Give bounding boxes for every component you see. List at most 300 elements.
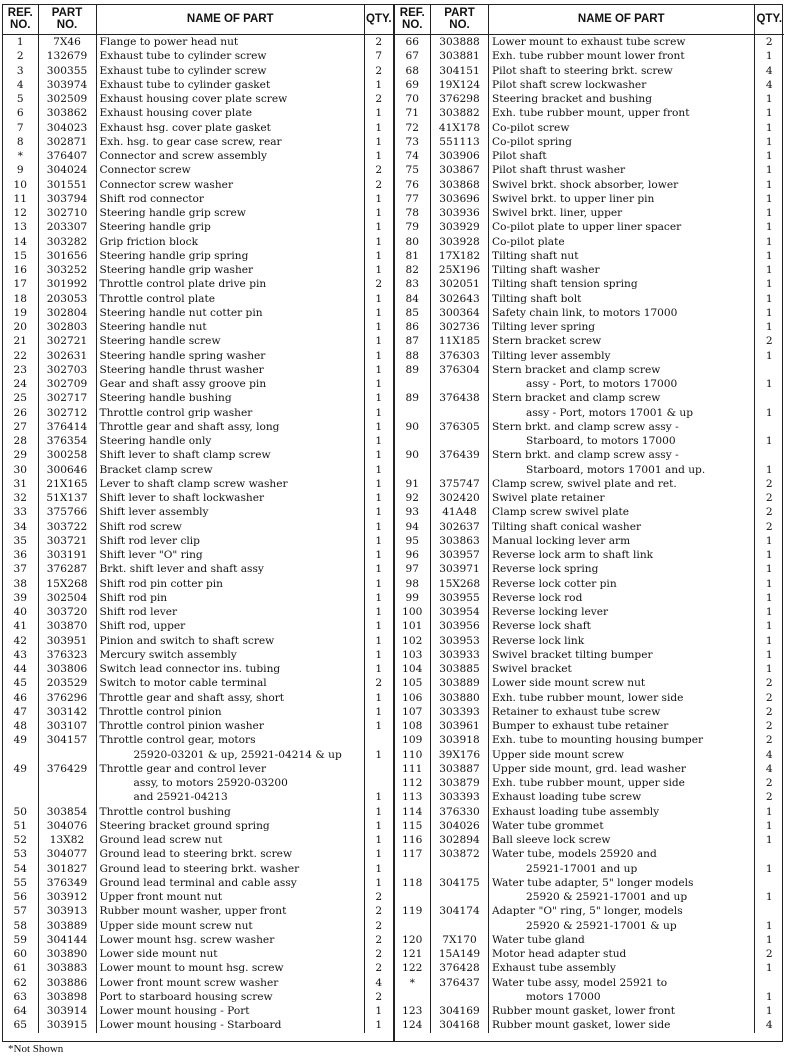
qty-cell: 1 <box>365 491 393 505</box>
part-name-text: Pilot shaft screw lockwasher <box>492 78 647 91</box>
part-no-cell: 303928 <box>431 235 489 249</box>
qty-cell: 1 <box>754 320 784 334</box>
part-no-cell: 302803 <box>38 320 96 334</box>
parts-rows-right <box>395 35 785 1033</box>
qty-cell: 4 <box>365 976 393 990</box>
ref-no-cell: 114 <box>402 805 423 818</box>
table-row <box>395 548 785 562</box>
part-name-text: Stern brkt. and clamp screw assy - <box>492 449 679 462</box>
part-name-text: Water tube grommet <box>492 819 604 832</box>
qty-cell: 1 <box>754 591 784 605</box>
table-row <box>3 92 393 106</box>
ref-no-cell: 78 <box>405 207 419 219</box>
ref-no-cell: 30 <box>13 463 27 476</box>
qty-cell: 1 <box>365 691 393 705</box>
ref-no-cell: 123 <box>402 1005 423 1017</box>
part-name-cell <box>96 648 365 662</box>
table-row <box>3 691 393 705</box>
part-name-text: Shift rod, upper <box>99 620 186 633</box>
ref-no-cell <box>3 776 38 790</box>
part-name-text: Adapter "O" ring, 5" longer, models <box>492 905 683 918</box>
qty-cell: 2 <box>365 277 393 291</box>
part-no-cell <box>431 862 489 876</box>
part-no-cell: 302712 <box>38 406 96 420</box>
parts-table-right <box>395 5 785 1033</box>
qty-cell: 2 <box>365 890 393 904</box>
qty-cell: 1 <box>365 534 393 548</box>
table-row <box>3 363 393 377</box>
qty-cell: 1 <box>365 78 393 92</box>
ref-no-cell: 119 <box>402 905 423 918</box>
part-no-cell: 303886 <box>38 976 96 990</box>
ref-no-cell: 112 <box>402 777 423 789</box>
qty-cell: 1 <box>365 235 393 249</box>
part-name-cell <box>489 420 755 434</box>
part-no-cell: 304151 <box>431 64 489 78</box>
table-row <box>395 135 785 149</box>
part-name-text: Pinion and switch to shaft screw <box>99 634 275 647</box>
part-name-text: Throttle control pinion washer <box>99 720 264 732</box>
table-row <box>395 961 785 975</box>
ref-no-cell: 21 <box>13 335 27 348</box>
part-no-cell: 376305 <box>431 420 489 434</box>
part-name-cell <box>96 990 365 1004</box>
part-no-cell: 15A149 <box>431 947 489 961</box>
part-name-cell <box>489 705 755 719</box>
qty-cell: 1 <box>365 292 393 306</box>
part-no-cell: 203529 <box>38 676 96 690</box>
part-name-cell <box>96 363 365 377</box>
part-no-cell: 302509 <box>38 92 96 106</box>
table-row <box>395 562 785 576</box>
ref-no-cell <box>395 990 431 1004</box>
qty-cell: 1 <box>365 862 393 876</box>
part-name-text: 25920 & 25921-17001 & up <box>526 919 677 932</box>
part-name-cell <box>96 762 365 776</box>
table-row <box>3 220 393 234</box>
part-name-text: Throttle gear and shaft assy, long <box>99 420 280 433</box>
qty-cell: 1 <box>754 648 784 662</box>
table-row <box>3 320 393 334</box>
qty-cell: 1 <box>365 805 393 819</box>
qty-cell <box>754 847 784 861</box>
part-no-cell: 39X176 <box>431 748 489 762</box>
table-row <box>395 990 785 1004</box>
table-row <box>395 619 785 633</box>
part-name-cell <box>96 92 365 106</box>
qty-cell: 1 <box>365 363 393 377</box>
table-row <box>395 719 785 733</box>
table-row <box>395 192 785 206</box>
part-name-cell <box>489 306 755 320</box>
part-no-cell: 303867 <box>431 163 489 177</box>
ref-no-cell: 76 <box>405 178 419 191</box>
part-no-cell: 302710 <box>38 206 96 220</box>
qty-cell: 2 <box>365 92 393 106</box>
part-name-text: Connector and screw assembly <box>99 150 267 162</box>
part-name-text: Lower side mount screw nut <box>492 677 646 690</box>
table-row <box>3 619 393 633</box>
part-name-cell <box>489 748 755 762</box>
part-no-cell: 551113 <box>431 135 489 149</box>
part-no-cell: 376298 <box>431 92 489 106</box>
part-no-cell: 303915 <box>38 1018 96 1032</box>
part-name-text: Exhaust tube to cylinder gasket <box>99 78 271 91</box>
table-row <box>395 691 785 705</box>
table-row <box>3 463 393 477</box>
qty-cell: 1 <box>754 149 784 163</box>
footnote-not-shown: *Not Shown <box>8 1043 64 1055</box>
part-name-cell <box>489 263 755 277</box>
qty-cell: 1 <box>365 463 393 477</box>
part-name-cell <box>96 619 365 633</box>
qty-cell: 1 <box>365 520 393 534</box>
part-name-cell <box>489 320 755 334</box>
part-no-cell: 303912 <box>38 890 96 904</box>
qty-cell: 1 <box>365 206 393 220</box>
part-no-cell: 303918 <box>431 733 489 747</box>
part-name-cell <box>489 990 755 1004</box>
table-row <box>395 976 785 990</box>
table-row <box>3 605 393 619</box>
ref-no-cell: 58 <box>13 919 27 932</box>
part-name-text: Water tube gland <box>492 933 585 946</box>
part-name-cell <box>96 434 365 448</box>
qty-cell: 1 <box>754 1004 784 1018</box>
table-row <box>395 149 785 163</box>
qty-cell: 2 <box>754 733 784 747</box>
part-no-cell: 300355 <box>38 64 96 78</box>
parts-table-right-half <box>393 5 785 1041</box>
part-name-cell <box>489 904 755 918</box>
qty-cell <box>365 762 393 776</box>
qty-cell: 1 <box>365 1018 393 1032</box>
table-row <box>395 420 785 434</box>
table-row <box>3 391 393 405</box>
qty-cell: 1 <box>365 648 393 662</box>
table-row <box>3 163 393 177</box>
table-row <box>3 334 393 348</box>
table-row <box>3 904 393 918</box>
part-name-cell <box>489 92 755 106</box>
parts-list-sheet <box>2 4 783 1042</box>
part-name-text: Pilot shaft to steering brkt. screw <box>492 64 673 77</box>
part-name-text: Tilting shaft bolt <box>492 292 582 305</box>
ref-no-cell: 24 <box>13 378 27 390</box>
ref-no-cell: 73 <box>405 135 419 148</box>
part-no-cell <box>38 776 96 790</box>
ref-no-cell: 74 <box>405 150 419 162</box>
qty-cell: 1 <box>365 619 393 633</box>
part-no-cell: 376304 <box>431 363 489 377</box>
ref-no-cell: 71 <box>405 107 419 120</box>
part-no-cell: 302736 <box>431 320 489 334</box>
part-no-cell: 303961 <box>431 719 489 733</box>
part-name-cell <box>96 947 365 961</box>
part-name-cell <box>96 463 365 477</box>
qty-cell <box>754 876 784 890</box>
part-name-cell <box>489 733 755 747</box>
part-name-cell <box>96 135 365 149</box>
part-name-text: Lower mount to mount hsg. screw <box>99 962 284 975</box>
qty-cell: 1 <box>365 391 393 405</box>
part-name-cell <box>489 192 755 206</box>
ref-no-cell: 102 <box>402 634 423 647</box>
part-name-cell <box>96 1018 365 1032</box>
ref-no-cell: 82 <box>405 264 419 276</box>
part-no-cell: 303880 <box>431 691 489 705</box>
part-name-cell <box>96 406 365 420</box>
part-name-text: Stern bracket and clamp screw <box>492 363 661 376</box>
part-name-text: Lever to shaft clamp screw washer <box>99 477 288 490</box>
ref-no-cell: 27 <box>13 420 27 433</box>
qty-cell <box>754 976 784 990</box>
ref-no-cell: 60 <box>13 948 27 960</box>
ref-no-cell: 56 <box>13 891 27 903</box>
ref-no-cell <box>395 890 431 904</box>
ref-no-cell: 120 <box>402 933 423 946</box>
ref-no-cell <box>395 919 431 933</box>
table-row <box>3 847 393 861</box>
part-name-text: Ground lead screw nut <box>99 834 223 846</box>
part-no-cell: 376428 <box>431 961 489 975</box>
ref-no-cell: 12 <box>13 207 27 219</box>
ref-no-cell: * <box>409 976 415 989</box>
table-row <box>395 1018 785 1032</box>
ref-no-cell: 115 <box>402 819 423 832</box>
qty-cell: 2 <box>365 904 393 918</box>
ref-no-cell: 124 <box>402 1019 423 1032</box>
table-row <box>395 263 785 277</box>
ref-no-cell: 86 <box>405 321 419 333</box>
part-name-cell <box>489 619 755 633</box>
ref-no-cell: 96 <box>405 549 419 561</box>
part-no-cell <box>431 434 489 448</box>
qty-cell: 1 <box>754 961 784 975</box>
part-name-text: Switch to motor cable terminal <box>99 677 267 690</box>
qty-cell: 1 <box>754 805 784 819</box>
part-no-cell: 303862 <box>38 106 96 120</box>
qty-cell: 1 <box>365 548 393 562</box>
table-row <box>395 363 785 377</box>
ref-no-cell: 38 <box>13 577 27 590</box>
table-row <box>3 833 393 847</box>
qty-cell: 1 <box>754 434 784 448</box>
qty-cell: 1 <box>754 277 784 291</box>
part-name-cell <box>489 762 755 776</box>
qty-cell: 1 <box>754 548 784 562</box>
part-no-cell: 303887 <box>431 762 489 776</box>
part-name-text: Swivel bracket <box>492 663 572 675</box>
part-name-text: Throttle control plate <box>99 292 215 305</box>
table-row <box>3 919 393 933</box>
part-no-cell: 302703 <box>38 363 96 377</box>
part-name-cell <box>96 235 365 249</box>
part-no-cell: 7X46 <box>38 35 96 50</box>
table-row <box>3 106 393 120</box>
qty-cell: 2 <box>365 163 393 177</box>
part-name-text: Connector screw washer <box>99 178 234 191</box>
part-no-cell: 303951 <box>38 634 96 648</box>
qty-cell: 1 <box>365 847 393 861</box>
part-name-text: Ground lead to steering brkt. screw <box>99 848 293 861</box>
table-row <box>395 520 785 534</box>
qty-cell: 1 <box>365 220 393 234</box>
part-name-cell <box>489 520 755 534</box>
part-name-text: Throttle control grip washer <box>99 406 253 419</box>
part-name-cell <box>96 206 365 220</box>
part-name-cell <box>489 890 755 904</box>
part-name-cell <box>489 334 755 348</box>
table-row <box>395 320 785 334</box>
part-name-cell <box>96 64 365 78</box>
table-row <box>395 591 785 605</box>
part-name-text: Steering handle grip screw <box>99 207 246 219</box>
part-name-cell <box>96 277 365 291</box>
ref-no-cell: 104 <box>402 663 423 675</box>
part-no-cell: 303953 <box>431 634 489 648</box>
qty-cell: 2 <box>365 961 393 975</box>
qty-cell: 2 <box>754 705 784 719</box>
ref-no-cell: 23 <box>13 363 27 376</box>
qty-cell: 1 <box>754 990 784 1004</box>
qty-cell: 1 <box>365 320 393 334</box>
table-row <box>3 78 393 92</box>
part-name-text: 25921-17001 and up <box>526 862 638 875</box>
table-row <box>395 933 785 947</box>
qty-cell: 1 <box>754 562 784 576</box>
ref-no-cell: 50 <box>13 805 27 818</box>
part-no-cell: 132679 <box>38 49 96 63</box>
part-no-cell: 304175 <box>431 876 489 890</box>
qty-cell: 1 <box>754 220 784 234</box>
parts-rows-left <box>3 35 393 1033</box>
part-no-cell: 304024 <box>38 163 96 177</box>
part-name-text: Water tube assy, model 25921 to <box>492 976 668 989</box>
table-row <box>395 391 785 405</box>
qty-cell: 2 <box>365 947 393 961</box>
part-name-text: Throttle gear and control lever <box>99 762 267 775</box>
ref-no-cell: 106 <box>402 691 423 704</box>
qty-cell: 1 <box>365 1004 393 1018</box>
part-name-cell <box>489 163 755 177</box>
part-name-text: Reverse lock spring <box>492 563 599 576</box>
table-row <box>395 206 785 220</box>
part-name-text: assy, to motors 25920-03200 <box>133 777 288 789</box>
part-name-cell <box>489 106 755 120</box>
ref-no-cell: 47 <box>13 705 27 718</box>
part-name-text: Lower mount housing - Starboard <box>99 1019 282 1032</box>
qty-cell <box>754 420 784 434</box>
qty-cell: 2 <box>754 505 784 519</box>
part-name-cell <box>489 292 755 306</box>
part-name-cell <box>489 235 755 249</box>
part-no-cell: 303956 <box>431 619 489 633</box>
part-name-text: Grip friction block <box>99 235 198 248</box>
ref-no-cell: 62 <box>13 976 27 989</box>
ref-no-cell: 34 <box>13 520 27 533</box>
part-name-cell <box>96 35 365 50</box>
part-name-text: Steering handle screw <box>99 335 221 348</box>
part-no-cell: 303721 <box>38 534 96 548</box>
ref-no-cell: 122 <box>402 962 423 975</box>
part-name-cell <box>96 805 365 819</box>
ref-no-cell: 79 <box>405 221 419 234</box>
qty-cell: 1 <box>365 434 393 448</box>
ref-no-cell: 117 <box>402 848 423 861</box>
qty-cell: 1 <box>754 235 784 249</box>
table-row <box>3 648 393 662</box>
part-no-cell <box>431 406 489 420</box>
ref-no-cell: 66 <box>405 36 419 48</box>
table-row <box>395 163 785 177</box>
parts-table-left-half <box>3 5 393 1041</box>
part-name-text: Steering handle grip spring <box>99 249 249 262</box>
ref-no-cell: 99 <box>405 591 419 604</box>
part-name-cell <box>96 263 365 277</box>
table-row <box>3 947 393 961</box>
table-row <box>395 406 785 420</box>
ref-no-cell: 3 <box>16 64 24 77</box>
part-no-cell: 300646 <box>38 463 96 477</box>
part-no-cell: 376323 <box>38 648 96 662</box>
qty-cell: 1 <box>365 719 393 733</box>
ref-no-cell: 55 <box>13 876 27 889</box>
part-name-cell <box>489 577 755 591</box>
part-no-cell: 303696 <box>431 192 489 206</box>
qty-cell: 1 <box>365 790 393 804</box>
ref-no-cell: 109 <box>402 734 423 747</box>
table-row <box>395 35 785 50</box>
table-row <box>395 676 785 690</box>
ref-no-cell: 90 <box>405 420 419 433</box>
ref-no-cell: 11 <box>13 192 27 205</box>
table-row <box>395 491 785 505</box>
part-no-cell <box>431 990 489 1004</box>
part-name-text: Exhaust loading tube screw <box>492 791 642 804</box>
table-row <box>395 505 785 519</box>
ref-no-cell: 2 <box>16 50 24 63</box>
qty-cell: 1 <box>754 577 784 591</box>
part-no-cell: 302631 <box>38 349 96 363</box>
part-name-text: Exh. tube rubber mount, lower side <box>492 691 684 704</box>
part-name-cell <box>96 106 365 120</box>
table-row <box>395 833 785 847</box>
part-no-cell: 302894 <box>431 833 489 847</box>
qty-cell: 1 <box>754 163 784 177</box>
part-no-cell: 303872 <box>431 847 489 861</box>
qty-cell <box>754 448 784 462</box>
qty-cell: 4 <box>754 64 784 78</box>
table-row <box>395 235 785 249</box>
part-name-cell <box>489 64 755 78</box>
table-row <box>3 520 393 534</box>
part-name-cell <box>489 719 755 733</box>
part-name-cell <box>489 121 755 135</box>
part-name-cell <box>96 121 365 135</box>
table-row <box>395 377 785 391</box>
ref-no-cell: 93 <box>405 506 419 519</box>
qty-cell: 2 <box>754 719 784 733</box>
part-name-text: Swivel plate retainer <box>492 492 605 504</box>
ref-no-cell <box>395 463 431 477</box>
part-name-cell <box>96 220 365 234</box>
table-row <box>395 762 785 776</box>
ref-no-cell: 92 <box>405 492 419 504</box>
part-no-cell: 303282 <box>38 235 96 249</box>
part-no-cell: 41X178 <box>431 121 489 135</box>
qty-cell: 2 <box>365 933 393 947</box>
